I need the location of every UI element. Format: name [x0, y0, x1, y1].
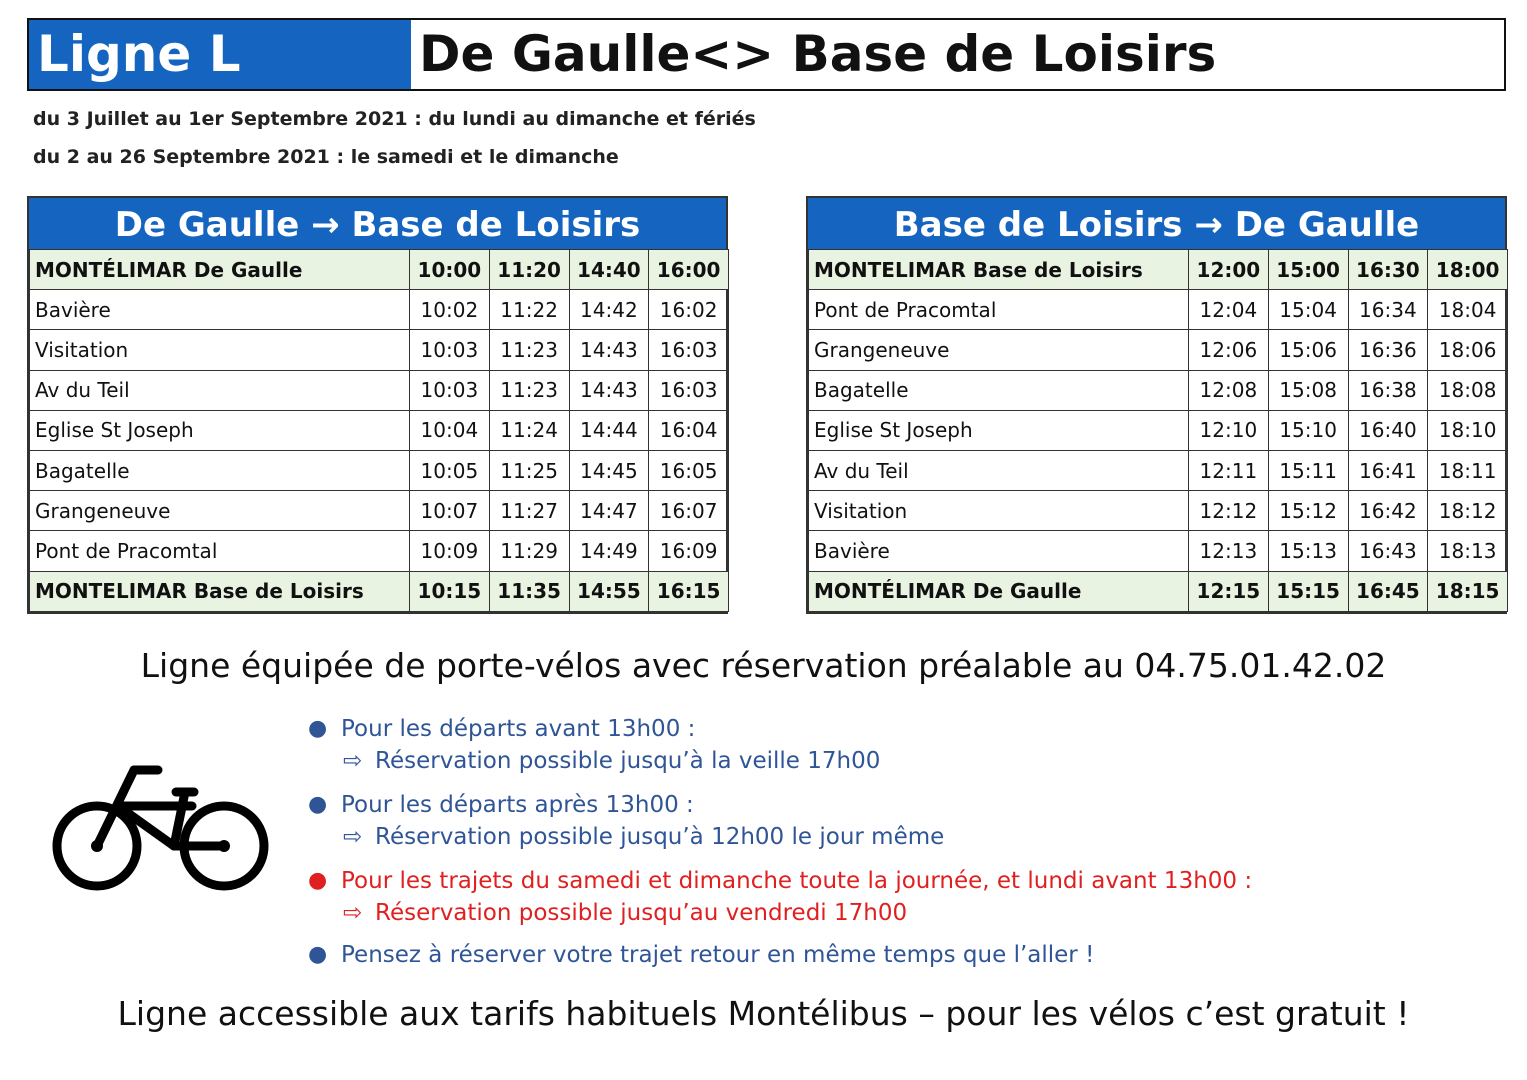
departure-time: 14:42 — [569, 290, 649, 330]
departure-time: 10:07 — [410, 491, 490, 531]
departure-time: 16:42 — [1348, 491, 1428, 531]
stop-name: MONTÉLIMAR De Gaulle — [30, 250, 410, 290]
table-row — [30, 491, 729, 531]
bike-rack-notice: Ligne équipée de porte-vélos avec réservation préalable au 04.75.01.42.02 — [140, 646, 1387, 685]
departure-time: 14:45 — [569, 450, 649, 490]
departure-time: 16:34 — [1348, 290, 1428, 330]
departure-time: 10:15 — [410, 571, 490, 611]
departure-time: 18:13 — [1428, 531, 1508, 571]
period-summer: du 3 Juillet au 1er Septembre 2021 : du lundi au dimanche et fériés — [33, 108, 756, 130]
list-item — [305, 868, 1252, 926]
bicycle-icon — [52, 762, 272, 894]
bullet-text: Pour les départs après 13h00 : — [341, 792, 694, 818]
departure-time: 14:55 — [569, 571, 649, 611]
stop-name: Eglise St Joseph — [809, 410, 1189, 450]
departure-time: 15:04 — [1268, 290, 1348, 330]
table-row — [30, 250, 729, 290]
departure-time: 11:22 — [489, 290, 569, 330]
bullet-subtext: Réservation possible jusqu’à 12h00 le jour même — [375, 824, 945, 850]
outline-right-arrow-icon: ⇨ — [343, 748, 363, 774]
bullet-subtext: Réservation possible jusqu’à la veille 17h00 — [375, 748, 881, 774]
stop-name: MONTÉLIMAR De Gaulle — [809, 571, 1189, 611]
table-row — [809, 370, 1508, 410]
stop-name: MONTELIMAR Base de Loisirs — [809, 250, 1189, 290]
departure-time: 14:43 — [569, 330, 649, 370]
departure-time: 16:15 — [649, 571, 729, 611]
departure-time: 12:00 — [1189, 250, 1269, 290]
departure-time: 10:09 — [410, 531, 490, 571]
departure-time: 16:03 — [649, 330, 729, 370]
departure-time: 18:12 — [1428, 491, 1508, 531]
stop-name: Eglise St Joseph — [30, 410, 410, 450]
departure-time: 10:03 — [410, 370, 490, 410]
stop-name: Pont de Pracomtal — [30, 531, 410, 571]
timetable-outbound — [27, 196, 728, 614]
stop-name: Av du Teil — [809, 450, 1189, 490]
departure-time: 11:35 — [489, 571, 569, 611]
departure-time: 12:15 — [1189, 571, 1269, 611]
departure-time: 15:13 — [1268, 531, 1348, 571]
stop-name: Bavière — [30, 290, 410, 330]
table-row — [809, 491, 1508, 531]
table-row — [30, 290, 729, 330]
list-item — [305, 716, 880, 774]
stop-name: Bagatelle — [30, 450, 410, 490]
departure-time: 15:11 — [1268, 450, 1348, 490]
departure-time: 18:08 — [1428, 370, 1508, 410]
timetable-return — [806, 196, 1507, 614]
footer-notice: Ligne accessible aux tarifs habituels Montélibus – pour les vélos c’est gratuit ! — [117, 994, 1410, 1033]
table-row — [30, 450, 729, 490]
bullet-text: Pour les départs avant 13h00 : — [341, 716, 696, 742]
table-row — [809, 571, 1508, 611]
bullet-dot-icon: ● — [308, 716, 328, 741]
departure-time: 14:40 — [569, 250, 649, 290]
table-row — [809, 330, 1508, 370]
departure-time: 11:24 — [489, 410, 569, 450]
departure-time: 11:25 — [489, 450, 569, 490]
departure-time: 18:00 — [1428, 250, 1508, 290]
table-row — [809, 410, 1508, 450]
departure-time: 12:13 — [1189, 531, 1269, 571]
departure-time: 16:07 — [649, 491, 729, 531]
list-item — [305, 942, 1094, 968]
bullet-dot-icon: ● — [308, 868, 328, 893]
departure-time: 11:23 — [489, 370, 569, 410]
table-row — [30, 531, 729, 571]
departure-time: 10:03 — [410, 330, 490, 370]
timetable-title: De Gaulle → Base de Loisirs — [29, 198, 726, 249]
departure-time: 15:15 — [1268, 571, 1348, 611]
departure-time: 12:10 — [1189, 410, 1269, 450]
departure-time: 18:10 — [1428, 410, 1508, 450]
stop-name: Bavière — [809, 531, 1189, 571]
period-september: du 2 au 26 Septembre 2021 : le samedi et le dimanche — [33, 146, 619, 168]
departure-time: 14:47 — [569, 491, 649, 531]
table-row — [809, 250, 1508, 290]
timetable-grid — [808, 249, 1508, 612]
departure-time: 11:20 — [489, 250, 569, 290]
departure-time: 15:06 — [1268, 330, 1348, 370]
departure-time: 11:27 — [489, 491, 569, 531]
table-row — [809, 531, 1508, 571]
stop-name: Visitation — [30, 330, 410, 370]
outline-right-arrow-icon: ⇨ — [343, 900, 363, 926]
departure-time: 15:08 — [1268, 370, 1348, 410]
departure-time: 14:44 — [569, 410, 649, 450]
outline-right-arrow-icon: ⇨ — [343, 824, 363, 850]
table-row — [809, 290, 1508, 330]
departure-time: 16:02 — [649, 290, 729, 330]
departure-time: 16:30 — [1348, 250, 1428, 290]
departure-time: 11:23 — [489, 330, 569, 370]
departure-time: 11:29 — [489, 531, 569, 571]
departure-time: 18:04 — [1428, 290, 1508, 330]
timetable-grid — [29, 249, 729, 612]
departure-time: 15:10 — [1268, 410, 1348, 450]
stop-name: Av du Teil — [30, 370, 410, 410]
departure-time: 16:05 — [649, 450, 729, 490]
departure-time: 15:12 — [1268, 491, 1348, 531]
departure-time: 18:11 — [1428, 450, 1508, 490]
departure-time: 15:00 — [1268, 250, 1348, 290]
departure-time: 16:03 — [649, 370, 729, 410]
table-row — [30, 410, 729, 450]
stop-name: Grangeneuve — [809, 330, 1189, 370]
bullet-text: Pensez à réserver votre trajet retour en même temps que l’aller ! — [341, 942, 1095, 968]
departure-time: 16:38 — [1348, 370, 1428, 410]
departure-time: 16:04 — [649, 410, 729, 450]
departure-time: 14:49 — [569, 531, 649, 571]
bullet-subtext: Réservation possible jusqu’au vendredi 17h00 — [375, 900, 908, 926]
stop-name: Pont de Pracomtal — [809, 290, 1189, 330]
departure-time: 18:15 — [1428, 571, 1508, 611]
departure-time: 10:04 — [410, 410, 490, 450]
departure-time: 12:06 — [1189, 330, 1269, 370]
list-item — [305, 792, 944, 850]
bullet-dot-icon: ● — [308, 792, 328, 817]
departure-time: 16:43 — [1348, 531, 1428, 571]
departure-time: 16:09 — [649, 531, 729, 571]
departure-time: 12:04 — [1189, 290, 1269, 330]
stop-name: MONTELIMAR Base de Loisirs — [30, 571, 410, 611]
departure-time: 12:11 — [1189, 450, 1269, 490]
table-row — [30, 571, 729, 611]
departure-time: 10:00 — [410, 250, 490, 290]
departure-time: 12:08 — [1189, 370, 1269, 410]
departure-time: 10:02 — [410, 290, 490, 330]
route-name: De Gaulle<> Base de Loisirs — [419, 25, 1217, 83]
stop-name: Grangeneuve — [30, 491, 410, 531]
stop-name: Visitation — [809, 491, 1189, 531]
departure-time: 18:06 — [1428, 330, 1508, 370]
table-row — [809, 450, 1508, 490]
stop-name: Bagatelle — [809, 370, 1189, 410]
departure-time: 16:45 — [1348, 571, 1428, 611]
departure-time: 10:05 — [410, 450, 490, 490]
bullet-text: Pour les trajets du samedi et dimanche toute la journée, et lundi avant 13h00 : — [341, 868, 1253, 894]
bullet-dot-icon: ● — [308, 942, 328, 967]
departure-time: 12:12 — [1189, 491, 1269, 531]
departure-time: 16:41 — [1348, 450, 1428, 490]
header-banner — [27, 18, 1506, 91]
departure-time: 14:43 — [569, 370, 649, 410]
departure-time: 16:36 — [1348, 330, 1428, 370]
table-row — [30, 370, 729, 410]
departure-time: 16:00 — [649, 250, 729, 290]
timetable-title: Base de Loisirs → De Gaulle — [808, 198, 1505, 249]
table-row — [30, 330, 729, 370]
departure-time: 16:40 — [1348, 410, 1428, 450]
line-name: Ligne L — [29, 20, 411, 89]
